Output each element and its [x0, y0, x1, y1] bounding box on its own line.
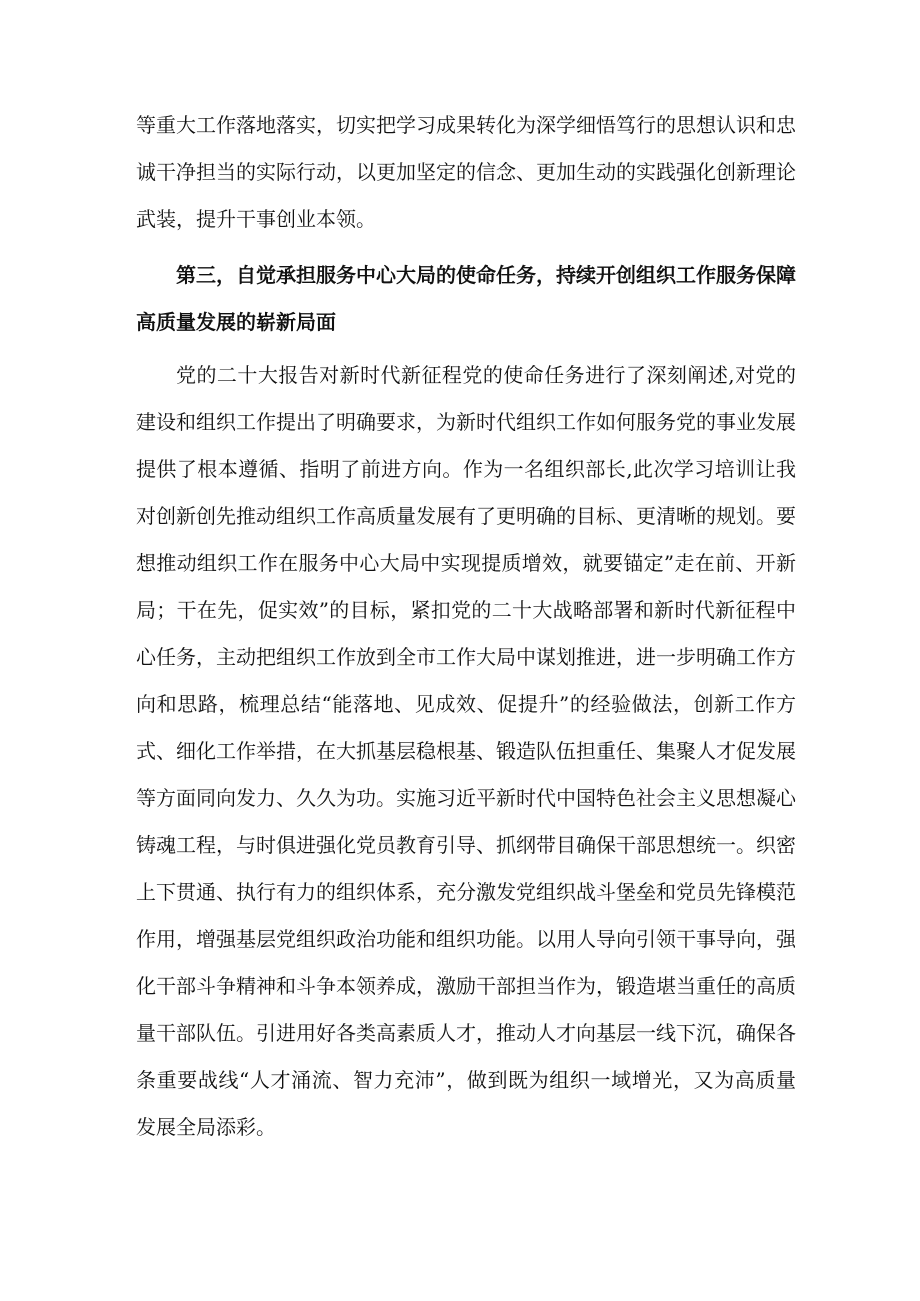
paragraph-continued: 等重大工作落地落实，切实把学习成果转化为深学细悟笃行的思想认识和忠诚干净担当的实际行动，以更加坚定的信念、更加生动的实践强化创新理论武装，提升干事创业本领。 [136, 113, 796, 231]
document-body [136, 102, 796, 1151]
section-heading-3: 第三，自觉承担服务中心大局的使命任务，持续开创组织工作服务保障高质量发展的崭新局面 [136, 263, 796, 334]
paragraph-body: 党的二十大报告对新时代新征程党的使命任务进行了深刻阐述,对党的建设和组织工作提出了明确要求，为新时代组织工作如何服务党的事业发展提供了根本遵循、指明了前进方向。作为一名组织部长,此次学习培训让我对创新创先推动组织工作高质量发展有了更明确的目标、更清晰的规划。要想推动组织工作在服务中心大局中实现提质增效，就要锚定”走在前、开新局；干在先，促实效”的目标，紧扣党的二十大战略部署和新时代新征程中心任务，主动把组织工作放到全市工作大局中谋划推进，进一步明确工作方向和思路，梳理总结“能落地、见成效、促提升”的经验做法，创新工作方式、细化工作举措，在大抓基层稳根基、锻造队伍担重任、集聚人才促发展等方面同向发力、久久为功。实施习近平新时代中国特色社会主义思想凝心铸魂工程，与时俱进强化党员教育引导、抓纲带目确保干部思想统一。织密上下贯通、执行有力的组织体系，充分激发党组织战斗堡垒和党员先锋模范作用，增强基层党组织政治功能和组织功能。以用人导向引领干事导向，强化干部斗争精神和斗争本领养成，激励干部担当作为，锻造堪当重任的高质量干部队伍。引进用好各类高素质人才，推动人才向基层一线下沉，确保各条重要战线“人才涌流、智力充沛”，做到既为组织一域增光，又为高质量发展全局添彩。 [136, 363, 796, 1139]
